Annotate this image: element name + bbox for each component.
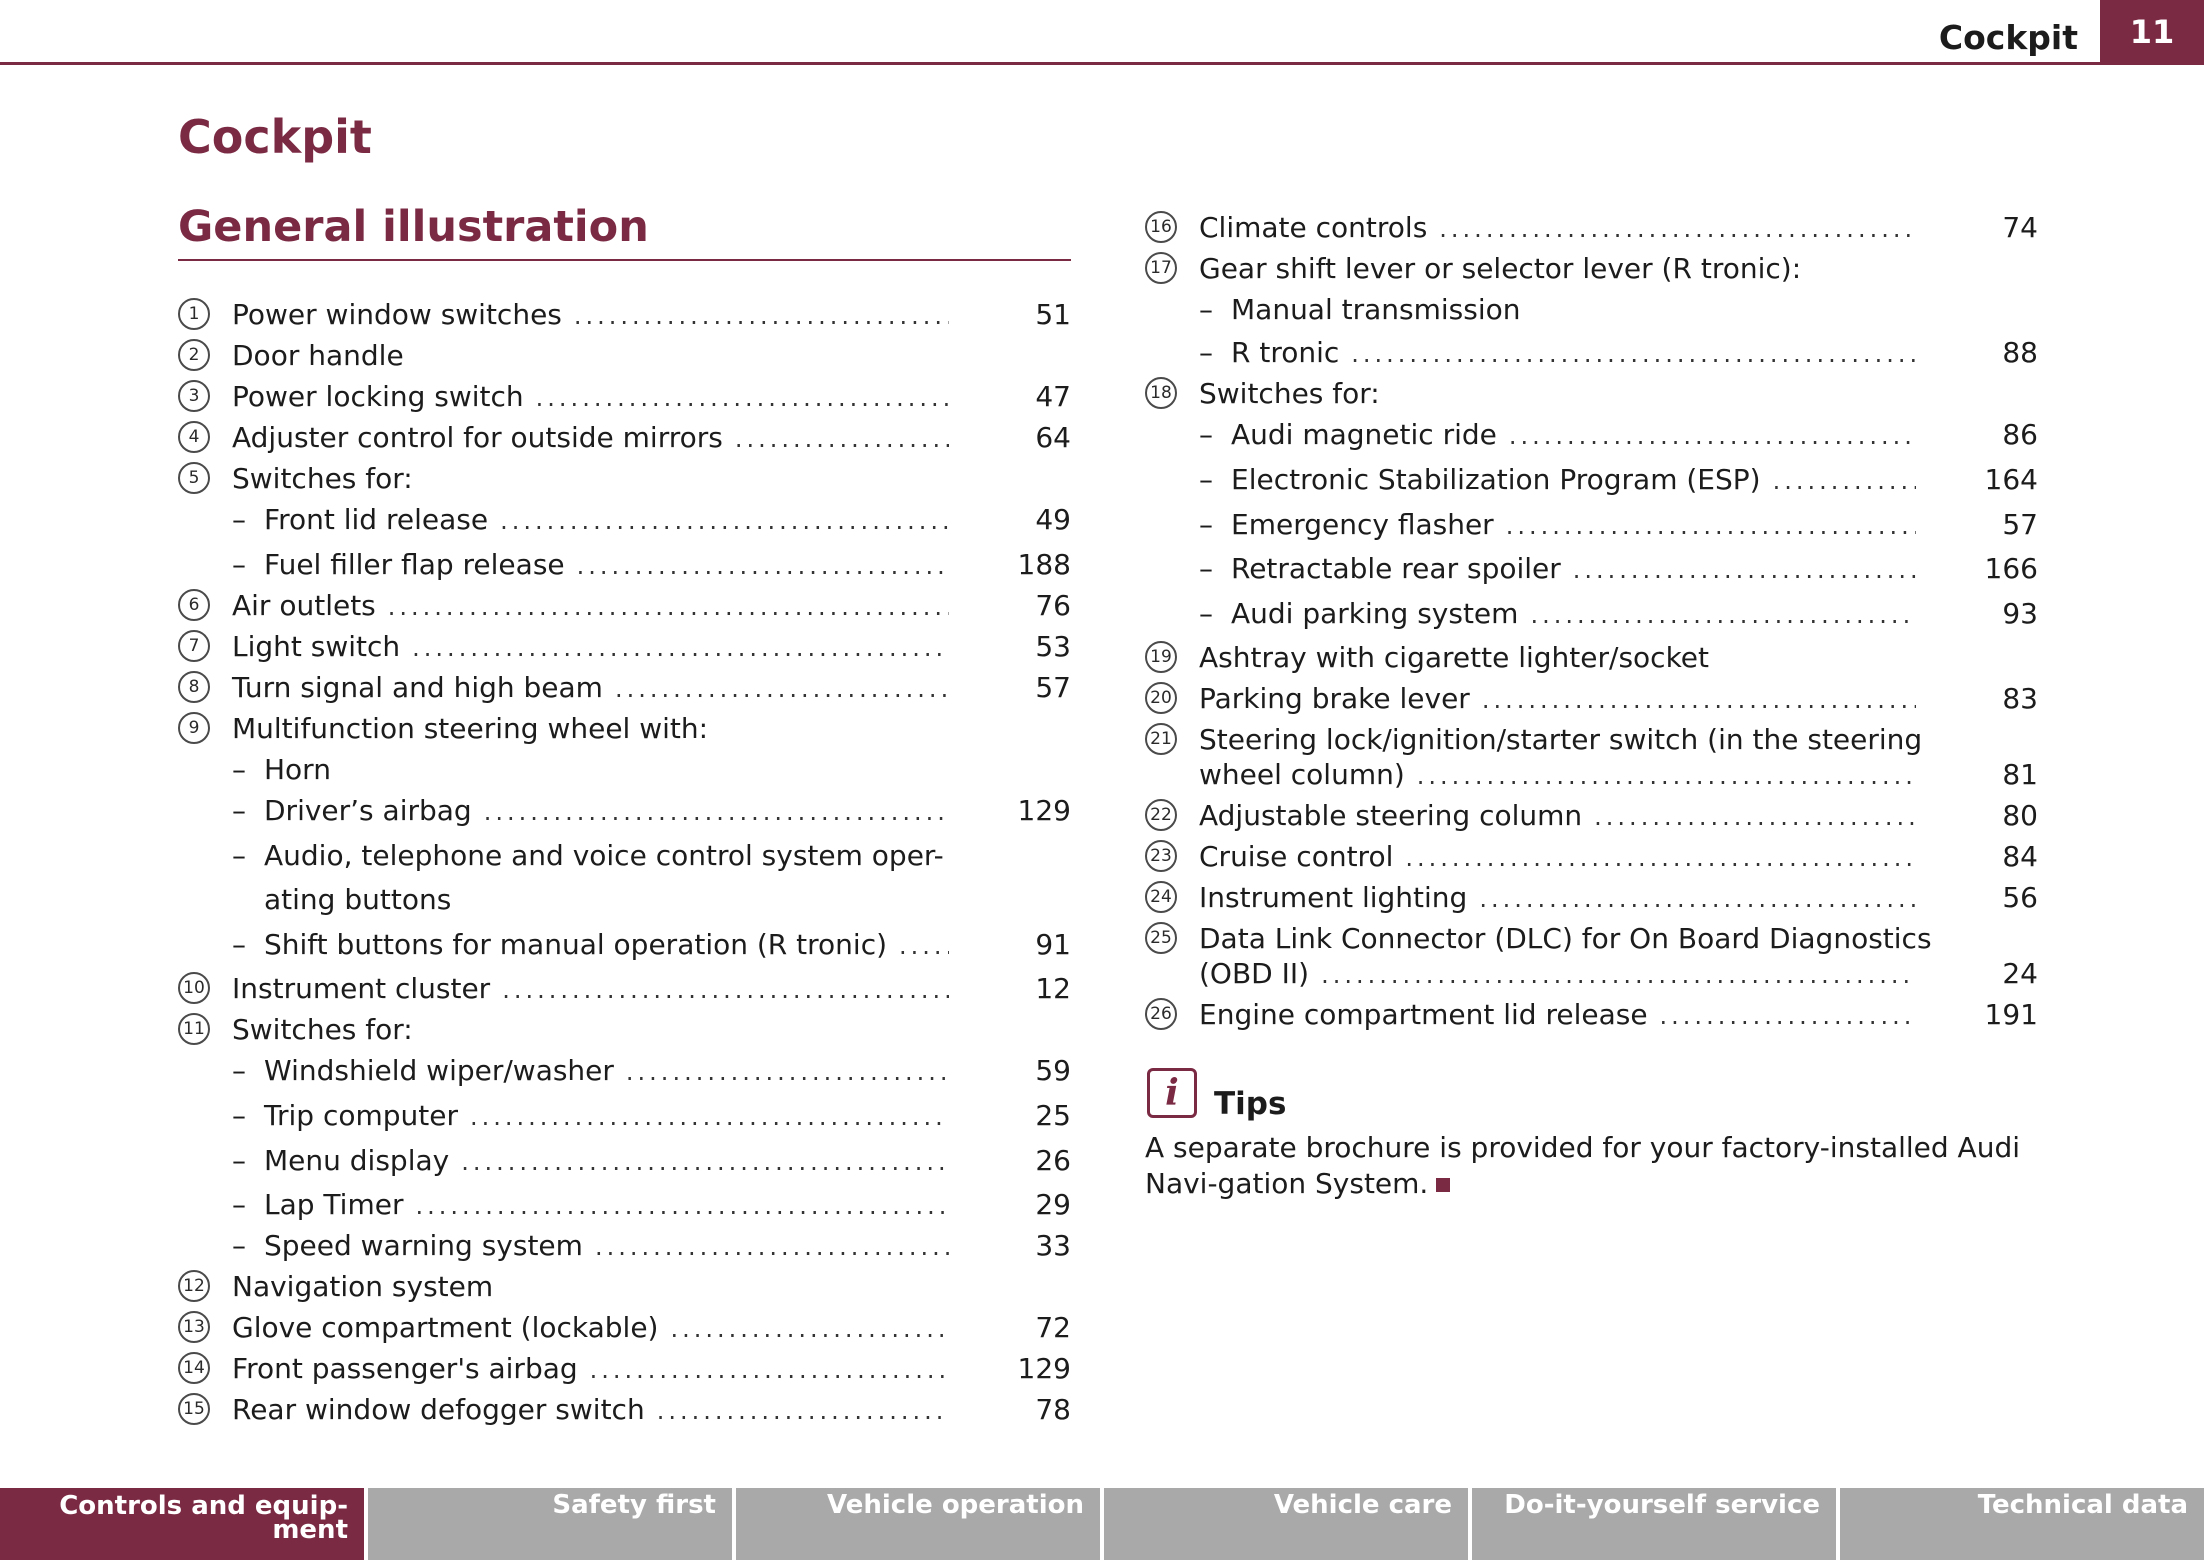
nav-tab-label: Technical data [1977,1490,2188,1520]
entry-label: Audi magnetic ride [1231,418,1497,451]
dot-leader [1321,957,1916,993]
entry-label: Ashtray with cigarette lighter/socket [1199,641,1709,674]
page-reference[interactable]: 72 [1035,1311,1071,1344]
page-reference[interactable]: 74 [2002,211,2038,244]
sub-item-dash: – [1199,597,1213,630]
dot-leader [577,548,949,584]
entry-label: Instrument lighting [1199,881,1468,914]
header-rule [0,62,2204,65]
item-number-badge: 16 [1145,211,1177,243]
entry-label: Engine compartment lid release [1199,998,1648,1031]
page-reference[interactable]: 129 [1017,794,1071,827]
dot-leader [412,630,949,666]
item-number-badge: 3 [178,380,210,412]
entry-label: Power locking switch [232,380,524,413]
sub-item-dash: – [1199,336,1213,369]
page-reference[interactable]: 49 [1035,503,1071,536]
item-number-badge: 24 [1145,881,1177,913]
item-number-badge: 2 [178,339,210,371]
dot-leader [1573,552,1916,588]
dot-leader [1594,799,1916,835]
dot-leader [484,794,949,830]
nav-tab-label: Do-it-yourself service [1504,1490,1820,1520]
entry-label: Fuel filler flap release [264,548,565,581]
sub-item-dash: – [1199,552,1213,585]
dot-leader [1479,881,1916,917]
item-number-badge: 12 [178,1270,210,1302]
entry-label: Manual transmission [1231,293,1521,326]
dot-leader [1405,840,1916,876]
item-number-badge: 25 [1145,922,1177,954]
dot-leader [1509,418,1916,454]
entry-label: Adjuster control for outside mirrors [232,421,723,454]
sub-item-dash: – [1199,508,1213,541]
entry-label: Speed warning system [264,1229,583,1262]
sub-item-dash: – [232,548,246,581]
page-reference[interactable]: 47 [1035,380,1071,413]
dot-leader [502,972,949,1008]
page-reference[interactable]: 86 [2002,418,2038,451]
item-number-badge: 19 [1145,641,1177,673]
sub-item-dash: – [232,1188,246,1221]
dot-leader [899,928,949,964]
entry-label: Switches for: [232,462,413,495]
nav-tab[interactable] [0,1488,364,1560]
entry-label: Cruise control [1199,840,1394,873]
bottom-navigation [0,1488,2204,1560]
entry-label: Steering lock/ignition/starter switch (in the steering [1199,723,1923,756]
sub-item-dash: – [232,1099,246,1132]
entry-label: Instrument cluster [232,972,491,1005]
entry-label: Trip computer [264,1099,458,1132]
entry-label: (OBD II) [1199,957,1310,990]
item-number-badge: 21 [1145,723,1177,755]
page-reference[interactable]: 64 [1035,421,1071,454]
entry-label: Light switch [232,630,401,663]
entry-label: Rear window defogger switch [232,1393,645,1426]
item-number-badge: 11 [178,1013,210,1045]
tips-text [1145,1130,2045,1202]
entry-label: Driver’s airbag [264,794,472,827]
sub-item-dash: – [232,1229,246,1262]
entry-label: Lap Timer [264,1188,404,1221]
dot-leader [415,1188,949,1224]
item-number-badge: 20 [1145,682,1177,714]
nav-tab-label: Vehicle operation [827,1490,1084,1520]
sub-item-dash: – [232,753,246,786]
dot-leader [1351,336,1916,372]
page-reference[interactable]: 57 [2002,508,2038,541]
end-mark-icon [1436,1178,1450,1192]
sub-item-dash: – [232,503,246,536]
item-number-badge: 18 [1145,377,1177,409]
entry-label: Climate controls [1199,211,1428,244]
dot-leader [1660,998,1916,1034]
nav-tab[interactable] [736,1488,1100,1560]
entry-label: Gear shift lever or selector lever (R tronic): [1199,252,1802,285]
item-number-badge: 13 [178,1311,210,1343]
entry-label: Turn signal and high beam [232,671,603,704]
entry-label: Front passenger's airbag [232,1352,578,1385]
page-reference[interactable]: 166 [1984,552,2038,585]
page-reference[interactable]: 29 [1035,1188,1071,1221]
item-number-badge: 1 [178,298,210,330]
item-number-badge: 5 [178,462,210,494]
dot-leader [1530,597,1916,633]
page-reference[interactable]: 76 [1035,589,1071,622]
page-number: 11 [2100,0,2204,64]
dot-leader [470,1099,949,1135]
sub-item-dash: – [232,839,246,872]
page-reference[interactable]: 25 [1035,1099,1071,1132]
dot-leader [461,1144,949,1180]
sub-item-dash: – [232,794,246,827]
item-number-badge: 15 [178,1393,210,1425]
sub-item-dash: – [232,928,246,961]
entry-label: Emergency flasher [1231,508,1494,541]
item-number-badge: 10 [178,972,210,1004]
entry-label: Audio, telephone and voice control system oper- [264,839,944,872]
dot-leader [735,421,949,457]
page-reference[interactable]: 12 [1035,972,1071,1005]
header-section-title: Cockpit [1938,18,2078,57]
nav-tab-label: Safety first [552,1490,716,1520]
entry-label: Audi parking system [1231,597,1519,630]
page-reference[interactable]: 57 [1035,671,1071,704]
sub-item-dash: – [1199,293,1213,326]
entry-label: Switches for: [232,1013,413,1046]
item-number-badge: 17 [1145,252,1177,284]
entry-label: Electronic Stabilization Program (ESP) [1231,463,1761,496]
page-reference[interactable]: 56 [2002,881,2038,914]
page-reference[interactable]: 84 [2002,840,2038,873]
entry-label: Glove compartment (lockable) [232,1311,659,1344]
nav-tab[interactable] [1840,1488,2204,1560]
page-reference[interactable]: 53 [1035,630,1071,663]
entry-label: Air outlets [232,589,376,622]
entry-label: Power window switches [232,298,562,331]
dot-leader [657,1393,949,1429]
dot-leader [615,671,949,707]
page-reference[interactable]: 164 [1984,463,2038,496]
tips-body: A separate brochure is provided for your factory-installed Audi Navi-gation System. [1145,1131,2021,1200]
item-number-badge: 7 [178,630,210,662]
page-reference[interactable]: 83 [2002,682,2038,715]
nav-tab[interactable] [1104,1488,1468,1560]
dot-leader [626,1054,949,1090]
item-number-badge: 4 [178,421,210,453]
page-reference[interactable]: 24 [2002,957,2038,990]
entry-label: Adjustable steering column [1199,799,1583,832]
item-number-badge: 26 [1145,998,1177,1030]
nav-tab-label: Vehicle care [1273,1490,1452,1520]
entry-label: Door handle [232,339,404,372]
page-reference[interactable]: 129 [1017,1352,1071,1385]
subtitle-rule [178,259,1071,261]
dot-leader [536,380,949,416]
entry-label: wheel column) [1199,758,1405,791]
entry-label: Horn [264,753,331,786]
dot-leader [1506,508,1916,544]
entry-label: Shift buttons for manual operation (R tronic) [264,928,888,961]
dot-leader [595,1229,949,1265]
tips-title: Tips [1214,1086,1287,1122]
entry-label: Windshield wiper/washer [264,1054,614,1087]
nav-tab[interactable] [368,1488,732,1560]
item-number-badge: 14 [178,1352,210,1384]
sub-item-dash: – [232,1144,246,1177]
entry-label: Parking brake lever [1199,682,1470,715]
section-subtitle: General illustration [178,202,649,252]
entry-label: Retractable rear spoiler [1231,552,1561,585]
dot-leader [1439,211,1916,247]
entry-label: Navigation system [232,1270,494,1303]
sub-item-dash: – [1199,463,1213,496]
nav-tab-label: Controls and equip- ment [59,1491,348,1545]
page-reference[interactable]: 26 [1035,1144,1071,1177]
item-number-badge: 8 [178,671,210,703]
entry-label: ating buttons [264,883,452,916]
page-reference[interactable]: 59 [1035,1054,1071,1087]
info-icon: i [1147,1068,1197,1118]
dot-leader [1773,463,1916,499]
entry-label: Switches for: [1199,377,1380,410]
entry-label: Front lid release [264,503,489,536]
item-number-badge: 22 [1145,799,1177,831]
page-reference[interactable]: 33 [1035,1229,1071,1262]
page-reference[interactable]: 188 [1017,548,1071,581]
dot-leader [500,503,949,539]
page-reference[interactable]: 81 [2002,758,2038,791]
page-reference[interactable]: 80 [2002,799,2038,832]
dot-leader [670,1311,949,1347]
item-number-badge: 9 [178,712,210,744]
dot-leader [1417,758,1916,794]
entry-label: Menu display [264,1144,450,1177]
page-reference[interactable]: 191 [1984,998,2038,1031]
entry-label: Data Link Connector (DLC) for On Board Diagnostics [1199,922,1932,955]
dot-leader [590,1352,949,1388]
dot-leader [574,298,949,334]
item-number-badge: 23 [1145,840,1177,872]
sub-item-dash: – [232,1054,246,1087]
entry-label: Multifunction steering wheel with: [232,712,709,745]
page-reference[interactable]: 88 [2002,336,2038,369]
item-number-badge: 6 [178,589,210,621]
nav-tab[interactable] [1472,1488,1836,1560]
dot-leader [388,589,949,625]
page-reference[interactable]: 91 [1035,928,1071,961]
page-reference[interactable]: 51 [1035,298,1071,331]
sub-item-dash: – [1199,418,1213,451]
page-title: Cockpit [178,110,372,164]
page-reference[interactable]: 78 [1035,1393,1071,1426]
page-reference[interactable]: 93 [2002,597,2038,630]
dot-leader [1482,682,1916,718]
entry-label: R tronic [1231,336,1340,369]
